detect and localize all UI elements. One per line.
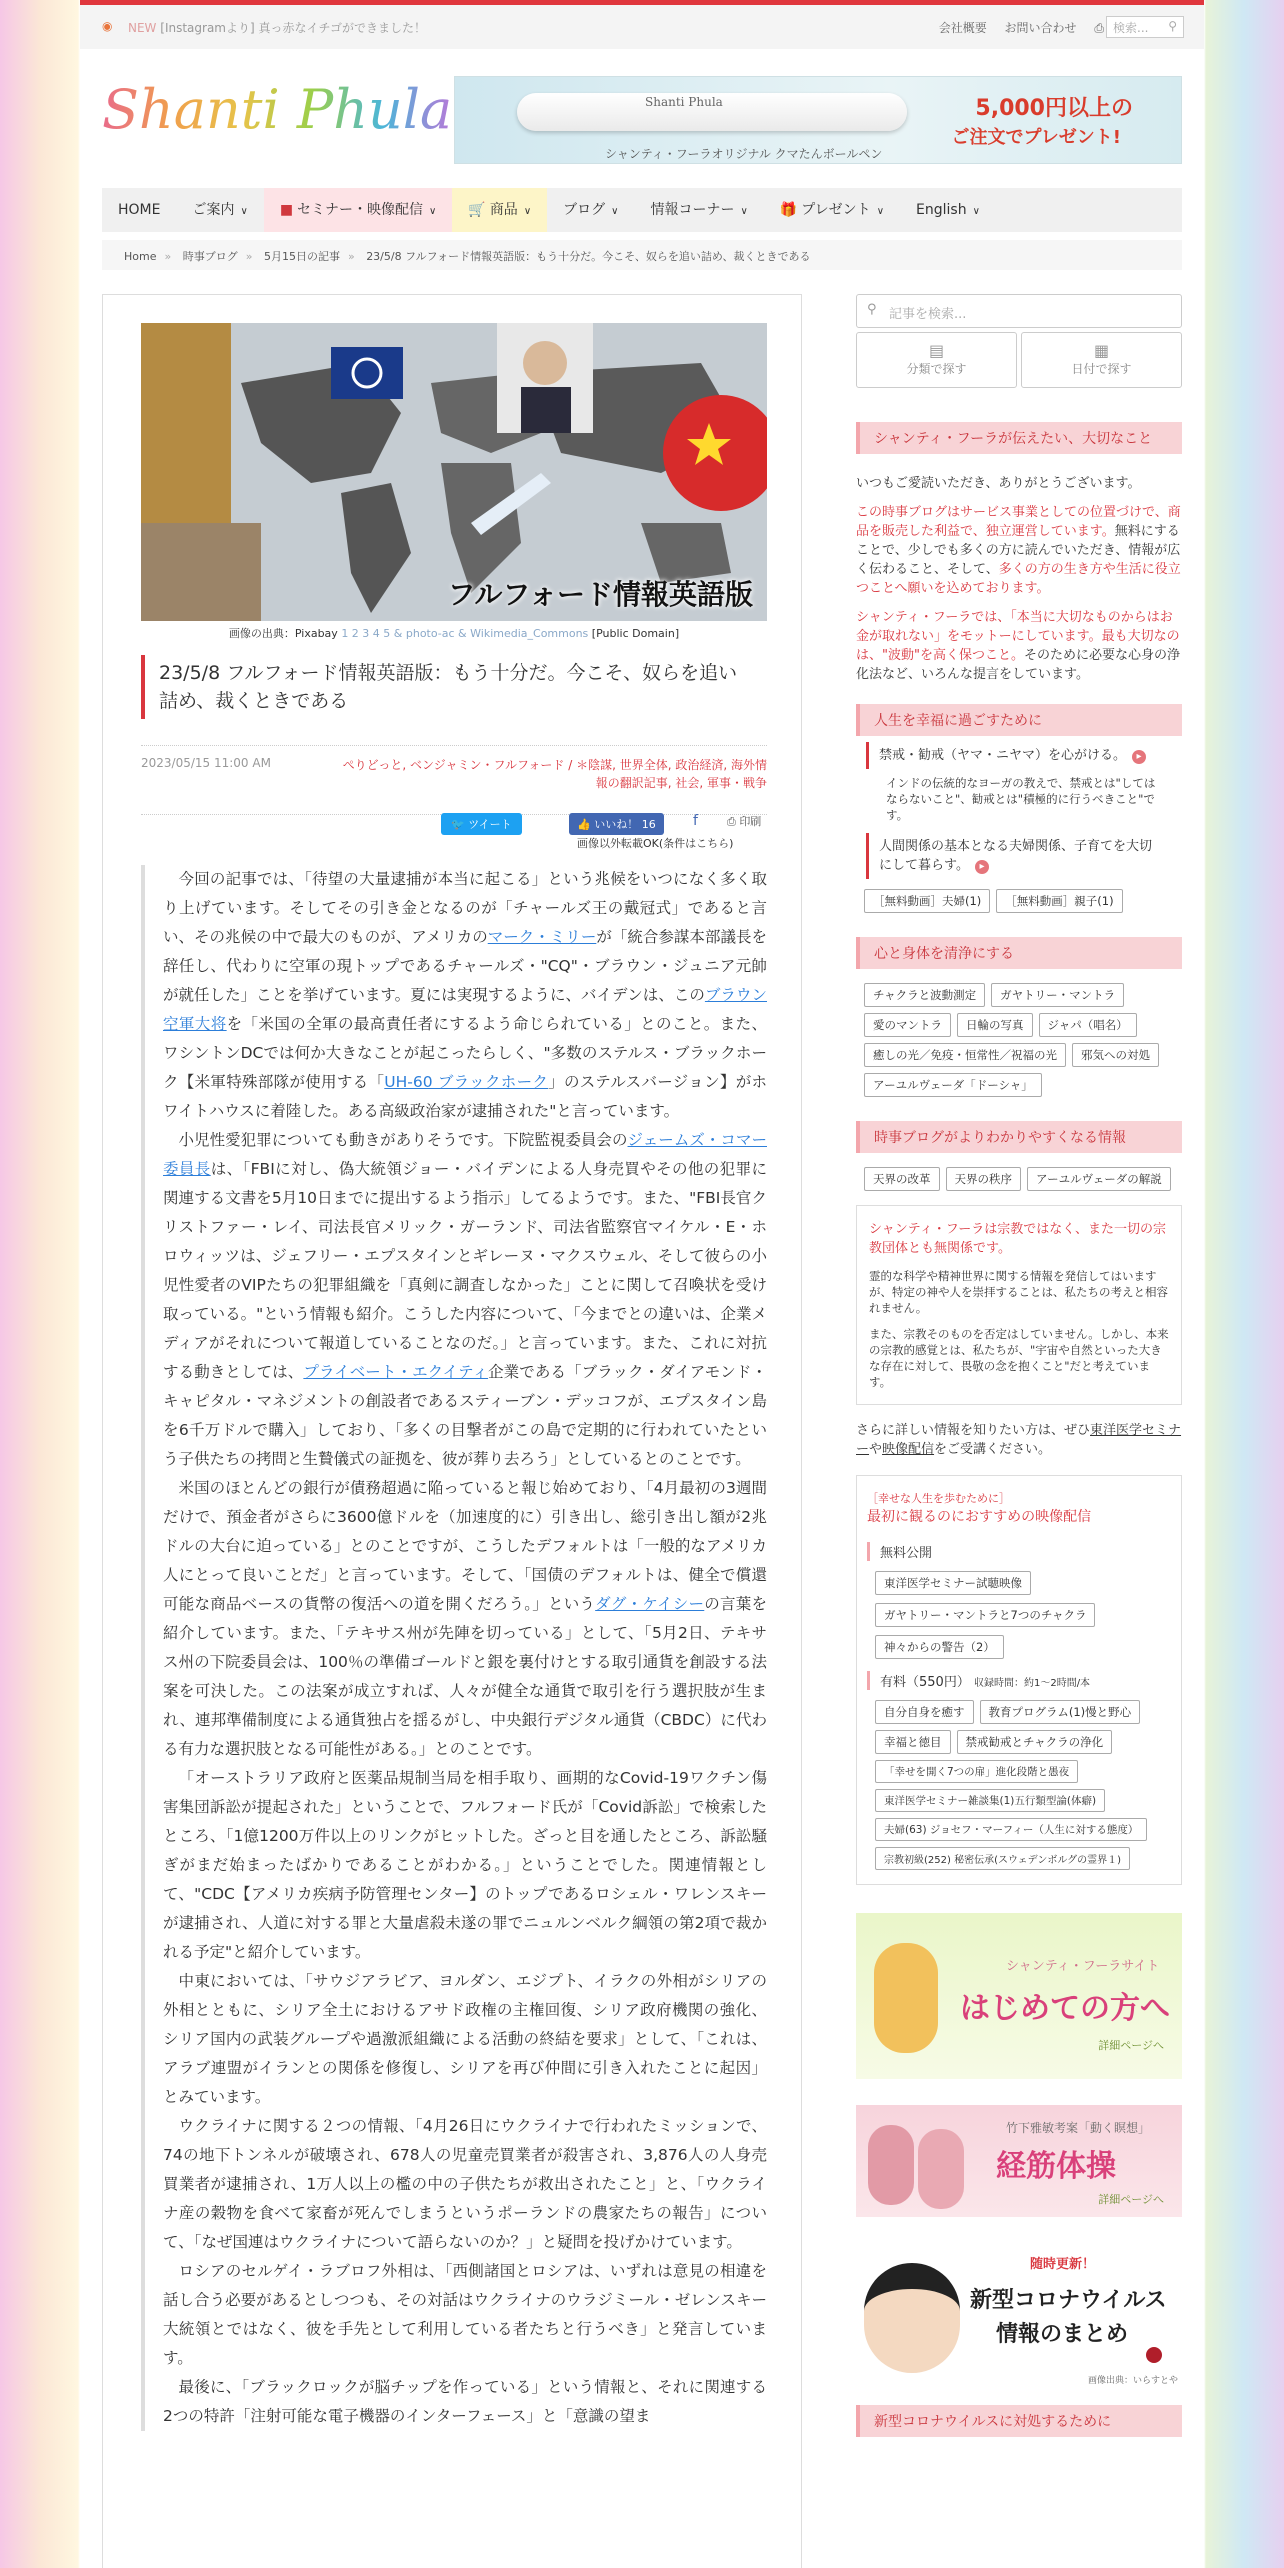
link-company[interactable]: 会社概要 bbox=[938, 21, 987, 35]
breadcrumb bbox=[102, 240, 1182, 270]
tag-chakra[interactable]: チャクラと波動測定 bbox=[864, 983, 985, 1007]
nav-home[interactable] bbox=[102, 188, 176, 232]
video-small-title: ［幸せな人生を歩むために］ bbox=[867, 1492, 1010, 1505]
intro-motto bbox=[856, 608, 1182, 684]
nav-products-label: 商品 bbox=[489, 202, 518, 218]
folder-icon: ▤ bbox=[928, 341, 945, 360]
article-link[interactable]: ジェームズ・コマー委員長 bbox=[163, 1131, 767, 1178]
rss-icon[interactable]: ◉ bbox=[102, 19, 113, 33]
paid-video-7[interactable]: 夫婦(63) ジョセフ・マーフィー（人生に対する態度） bbox=[875, 1818, 1147, 1841]
news-text[interactable]: [Instagramより] 真っ赤なイチゴができました！ bbox=[160, 21, 427, 35]
more-info-text bbox=[856, 1421, 1182, 1459]
hero-title: フルフォード情報英語版 bbox=[447, 578, 753, 611]
nav-seminar-label: セミナー・映像配信 bbox=[297, 202, 424, 218]
site-logo[interactable]: Shanti Phula bbox=[102, 78, 453, 141]
nav-guide[interactable] bbox=[176, 188, 263, 232]
chevron-down-icon: ∨ bbox=[240, 206, 248, 217]
more-info-b: や bbox=[869, 1442, 883, 1457]
ad2-title: 経筋体操 bbox=[996, 2149, 1116, 2184]
article-paragraph bbox=[163, 1967, 767, 2112]
nav-info[interactable] bbox=[634, 188, 763, 232]
paid-video-5[interactable]: 「幸せを開く7つの扉」進化段階と愚夜 bbox=[875, 1760, 1078, 1783]
page bbox=[80, 0, 1204, 2568]
share-bar bbox=[141, 803, 767, 853]
tag-evil-spirit[interactable]: 邪気への対処 bbox=[1072, 1043, 1159, 1067]
tags-purify bbox=[856, 983, 1182, 1097]
nav-blog[interactable] bbox=[547, 188, 634, 232]
paragraph-text: は、「FBIに対し、偽大統領ジョー・バイデンによる人身売買やその他の犯罪に関連する文書を5月10日までに提出するよう指示」してるようです。また、"FBI長官クリストファー・レイ、司法長官メリック・ガーランド、司法省監察官マイケル・E・ホロウィッツは、ジェフリー・エプスタインとギレーヌ・マクスウェル、そして彼らの小児性愛者のVIPたちの犯罪組織を「真剣に調査しなかった」ことに関して召喚状を受け取っている。"という情報も紹介。こうした内容について、「今までとの違いは、企業メディアがそれについて報道していることなのだ。」と言っています。また、これに対抗する動きとしては、 bbox=[163, 1160, 767, 1381]
nav-home-label: HOME bbox=[118, 202, 161, 218]
news-ticker[interactable] bbox=[128, 19, 426, 36]
banner-offer-line2: ご注文でプレゼント! bbox=[951, 127, 1121, 148]
virus-icon bbox=[1146, 2347, 1162, 2363]
header-banner[interactable] bbox=[454, 76, 1182, 164]
nav-products[interactable] bbox=[452, 188, 547, 232]
date-search-button[interactable] bbox=[1021, 332, 1182, 388]
sidebar-search-placeholder: 記事を検索... bbox=[889, 307, 967, 322]
rule-yama-label: 禁戒・勧戒（ヤマ・ニヤマ）を心がける。 bbox=[879, 748, 1127, 763]
nav-present[interactable] bbox=[764, 188, 900, 232]
crumb-separator: » bbox=[347, 250, 355, 263]
chevron-down-icon: ∨ bbox=[876, 206, 885, 217]
chevron-down-icon: ∨ bbox=[972, 206, 980, 217]
paragraph-text: ロシアのセルゲイ・ラブロフ外相は、「西側諸国とロシアは、いずれは意見の相違を話し合う必要があるとしつつも、その対話はウクライナのウラジミール・ゼレンスキー大統領とではなく、彼を手先として利用している者たちと行うべき」と発言しています。 bbox=[163, 2262, 767, 2367]
crumb-date[interactable]: 5月15日の記事 bbox=[263, 250, 340, 263]
print-icon: ⎙ bbox=[727, 815, 736, 828]
crumb-blog[interactable]: 時事ブログ bbox=[182, 250, 238, 263]
paid-label-row bbox=[867, 1671, 1171, 1690]
paid-note: 収録時間：約1〜2時間/本 bbox=[973, 1678, 1091, 1689]
arrow-right-icon: ▸ bbox=[975, 860, 989, 874]
tag-ayurveda[interactable]: アーユルヴェーダの解説 bbox=[1027, 1167, 1171, 1191]
crumb-separator: » bbox=[245, 250, 253, 263]
search-mode-buttons bbox=[856, 332, 1182, 388]
nav-blog-label: ブログ bbox=[563, 202, 606, 218]
ad3-credit: 画像出典：いらすとや bbox=[1087, 2376, 1178, 2386]
link-oriental-seminar[interactable]: 東洋医学セミナー bbox=[856, 1423, 1182, 1457]
chevron-down-icon: ∨ bbox=[429, 206, 437, 217]
ad-keikin[interactable] bbox=[856, 2105, 1182, 2217]
free-video-3[interactable]: 神々からの警告（2） bbox=[875, 1635, 1004, 1659]
tag-heaven-reform[interactable]: 天界の改革 bbox=[864, 1167, 940, 1191]
link-contact[interactable]: お問い合わせ bbox=[1004, 21, 1077, 35]
paragraph-text: を「米国の全軍の最高責任者にするよう命じられている」とのこと。また、ワシントンDCでは何か大きなことが起こったらしく、"多数のステルス・ブラックホーク【米軍特殊部隊が使用する「 bbox=[163, 1015, 767, 1091]
article-paragraph bbox=[163, 2373, 767, 2431]
paragraph-text: 企業である「ブラック・ダイアモンド・キャピタル・マネジメントの創設者であるスティーブン・デッコフが、エプスタイン島を6千万ドルで購入」しており、「多くの目撃者がこの島で定期的に行われていたという子供たちの拷問と生贄儀式の証拠を、彼が葬り去ろう」としているとのことです。 bbox=[163, 1363, 767, 1468]
intro-service-red2: 多くの方の生き方や生活に役立つことへ願いを込めております。 bbox=[856, 562, 1181, 596]
like-button[interactable] bbox=[569, 813, 664, 835]
ad-corona[interactable] bbox=[856, 2243, 1182, 2391]
article-paragraph bbox=[163, 1474, 767, 1764]
search-icon: ⚲ bbox=[867, 302, 877, 317]
religion-note-p2: また、宗教そのものを否定はしていません。しかし、本来の宗教的感覚とは、私たちが、"宇宙や自然といった大きな存在に対して、畏敬の念を抱くこと"だと考えています。 bbox=[869, 1327, 1169, 1389]
article-link[interactable]: ブラウン空軍大将 bbox=[163, 986, 767, 1033]
top-bar bbox=[80, 5, 1204, 49]
paragraph-text: 今回の記事では、「待望の大量逮捕が本当に起こる」という兆候をいつになく多く取り上げています。そしてその引き金となるのが「チャールズ王の戴冠式」であると言い、その兆候の中で最大のものが、アメリカの bbox=[163, 870, 767, 946]
link-video[interactable]: 映像配信 bbox=[882, 1442, 935, 1457]
top-search-input[interactable] bbox=[1106, 16, 1184, 38]
paragraph-text: 「オーストラリア政府と医薬品規制当局を相手取り、画期的なCovid-19ワクチン傷害集団訴訟が提起された」ということで、フルフォード氏が「Covid訴訟」で検索したところ、「1億1200万件以上のリンクがヒットした。ざっと目を通したところ、訴訟騒ぎがまだ始まったばかりであることがわかる。」ということでした。関連情報として、"CDC【アメリカ疾病予防管理センター】のトップであるロシェル・ワレンスキーが逮捕され、人道に対する罪と大量虐殺未遂の罪でニュルンベルク綱領の第2項で裁かれる予定"と紹介しています。 bbox=[163, 1769, 767, 1961]
intro-service-text: 無料にすることで、少しでも多くの方に読んでいただき、情報が広く伝わること、そして、 bbox=[856, 524, 1181, 577]
calendar-icon: ▦ bbox=[1093, 341, 1110, 360]
paragraph-text: ウクライナに関する２つの情報、「4月26日にウクライナで行われたミッションで、74の地下トンネルが破壊され、678人の児童売買業者が殺害され、3,876人の人身売買業者が逮捕され、1万人以上の檻の中の子供たちが救出されたこと」と、「ウクライナ産の穀物を食べて家畜が死んでしまうというポーランドの農家たちの報告」について、「なぜ国連はウクライナについて語らないのか？」と疑問を投げかけています。 bbox=[163, 2117, 767, 2251]
print-button[interactable] bbox=[727, 813, 761, 829]
bear-image bbox=[918, 2129, 964, 2209]
credit-links[interactable]: 1 2 3 4 5 bbox=[341, 627, 391, 640]
category-search-label: 分類で探す bbox=[906, 362, 967, 376]
category-search-button[interactable] bbox=[856, 332, 1017, 388]
pen-brand: Shanti Phula bbox=[645, 95, 723, 109]
tag-parent-video[interactable]: ［無料動画］親子(1) bbox=[996, 889, 1122, 913]
article-body bbox=[141, 865, 767, 2431]
article-categories[interactable]: ぺりどっと, ベンジャミン・フルフォード / ＊陰謀, 世界全体, 政治経済, 海外情報の翻訳記事, 社会, 軍事・戦争 bbox=[342, 758, 767, 790]
paid-video-tags bbox=[867, 1700, 1171, 1870]
ad1-title: はじめての方へ bbox=[960, 1991, 1170, 2026]
free-video-1[interactable]: 東洋医学セミナー試聴映像 bbox=[875, 1571, 1031, 1595]
credit-suffix: [Public Domain] bbox=[591, 627, 680, 640]
reprint-note[interactable]: 画像以外転載OK(条件はこちら) bbox=[577, 837, 734, 850]
news-label: NEW bbox=[128, 21, 157, 35]
section-head-happiness: 人生を幸福に過ごすために bbox=[856, 704, 1182, 736]
bear-image bbox=[874, 1943, 938, 2053]
ad3-title2: 情報のまとめ bbox=[996, 2322, 1129, 2347]
recommended-videos bbox=[856, 1475, 1182, 1885]
ad-first-visit[interactable] bbox=[856, 1913, 1182, 2079]
ad1-more: 詳細ページへ bbox=[1098, 2039, 1164, 2052]
tag-gayatri[interactable]: ガヤトリー・マントラ bbox=[991, 983, 1124, 1007]
tag-sun-photo[interactable]: 日輪の写真 bbox=[957, 1013, 1033, 1037]
crumb-home[interactable]: Home bbox=[124, 250, 157, 263]
nav-present-label: プレゼント bbox=[801, 202, 871, 218]
rule-yama-niyama[interactable] bbox=[866, 742, 1172, 769]
article-paragraph bbox=[163, 1126, 767, 1474]
crumb-current: 23/5/8 フルフォード情報英語版：もう十分だ。今こそ、奴らを追い詰め、裁くときである bbox=[366, 250, 811, 263]
top-links bbox=[925, 19, 1104, 36]
ad1-sub: シャンティ・フーラサイト bbox=[1006, 1959, 1160, 1974]
thumbs-up-icon: 👍 bbox=[577, 818, 591, 831]
paragraph-text: 」のステルスバージョン】がホワイトハウスに着陸した。ある高級政治家が逮捕された"と言っています。 bbox=[163, 1073, 767, 1120]
article-link[interactable]: ダグ・ケイシー bbox=[595, 1595, 705, 1613]
article-paragraph bbox=[163, 865, 767, 1126]
sidebar bbox=[856, 294, 1182, 2437]
tags-family bbox=[856, 889, 1182, 913]
ad3-badge: 随時更新！ bbox=[1030, 2257, 1096, 2272]
tag-couple-video[interactable]: ［無料動画］夫婦(1) bbox=[864, 889, 990, 913]
ad2-sub: 竹下雅敏考案「動く瞑想」 bbox=[1006, 2121, 1151, 2135]
article-link[interactable]: プライベート・エクイティ bbox=[303, 1363, 489, 1381]
intro-service-red: この時事ブログはサービス事業としての位置づけで、商品を販売した利益で、独立運営しています。 bbox=[856, 505, 1181, 539]
religion-note-red: シャンティ・フーラは宗教ではなく、また一切の宗教団体とも無関係です。 bbox=[869, 1222, 1167, 1256]
tag-love-mantra[interactable]: 愛のマントラ bbox=[864, 1013, 951, 1037]
banner-caption: シャンティ・フーラオリジナル クマたんボールペン bbox=[605, 147, 883, 161]
nav-english-label: English bbox=[916, 202, 967, 218]
cart-icon: 🛒 bbox=[468, 202, 486, 218]
more-info-a: さらに詳しい情報を知りたい方は、ぜひ bbox=[856, 1423, 1091, 1438]
more-info-c: をご受講ください。 bbox=[934, 1442, 1052, 1457]
paragraph-text: 米国のほとんどの銀行が債務超過に陥っていると報じ始めており、「4月最初の3週間だけで、預金者がさらに3600億ドルを（加速度的に）引き出し、総引き出し額が2兆ドルの大台に迫っている」とのことですが、こうしたデフォルトは「一般的なアメリカ人にとって良いことだ」と言っています。そして、「国债のデフォルトは、健全で償還可能な商品ベースの貨幣の復活への道を開くだろう。」という bbox=[163, 1479, 767, 1613]
credit-prefix: 画像の出典：Pixabay bbox=[228, 627, 338, 640]
free-video-tags bbox=[867, 1571, 1171, 1659]
sidebar-intro bbox=[856, 474, 1182, 684]
paragraph-text: 最後に、「ブラックロックが脳チップを作っている」という情報と、それに関連する2つの特許「注射可能な電子機器のインターフェース」と「意識の望ま bbox=[163, 2378, 767, 2425]
free-video-2[interactable]: ガヤトリー・マントラと7つのチャクラ bbox=[875, 1603, 1095, 1627]
article-paragraph bbox=[163, 2112, 767, 2257]
arrow-right-icon: ▸ bbox=[1132, 750, 1146, 764]
rule-family-label: 人間関係の基本となる夫婦関係、子育てを大切にして暮らす。 bbox=[879, 839, 1153, 873]
religion-note bbox=[856, 1205, 1182, 1405]
image-credit bbox=[141, 625, 767, 641]
top-search-placeholder: 検索... bbox=[1113, 21, 1149, 35]
print-label: 印刷 bbox=[739, 815, 762, 828]
rule-family[interactable] bbox=[866, 833, 1172, 879]
article-title: 23/5/8 フルフォード情報英語版：もう十分だ。今こそ、奴らを追い詰め、裁くときである bbox=[141, 655, 767, 719]
sidebar-search-input[interactable] bbox=[856, 294, 1182, 328]
tags-blog-info bbox=[856, 1167, 1182, 1191]
chevron-down-icon: ∨ bbox=[740, 206, 748, 217]
bear-image bbox=[868, 2125, 914, 2205]
paid-video-4[interactable]: 禁戒勧戒とチャクラの浄化 bbox=[957, 1730, 1113, 1754]
section-head-purify: 心と身体を清浄にする bbox=[856, 937, 1182, 969]
article-date: 2023/05/15 11:00 AM bbox=[141, 756, 271, 770]
article-link[interactable]: マーク・ミリー bbox=[487, 928, 597, 946]
rule-yama-sub: インドの伝統的なヨーガの教えで、禁戒とは"してはならないこと"、勧戒とは"積極的に行うべきこと"です。 bbox=[886, 776, 1156, 822]
twitter-icon: 🐦 bbox=[451, 818, 465, 831]
credit-sources[interactable]: & photo-ac & Wikimedia_Commons bbox=[393, 627, 589, 640]
tag-healing-light[interactable]: 癒しの光／免疫・恒常性／祝福の光 bbox=[864, 1043, 1066, 1067]
paid-video-8[interactable]: 宗教初級(252) 秘密伝承(スウェデンボルグの霊界１) bbox=[875, 1847, 1130, 1870]
nav-english[interactable] bbox=[900, 188, 996, 232]
intro-motto-text: そのために必要な心身の浄化法など、いろんな提言をしています。 bbox=[856, 648, 1180, 682]
section-head-blog-info: 時事ブログがよりわかりやすくなる情報 bbox=[856, 1121, 1182, 1153]
chevron-down-icon: ∨ bbox=[523, 206, 532, 217]
tweet-button[interactable] bbox=[441, 813, 522, 835]
banner-offer-line1: 5,000円以上の bbox=[975, 96, 1133, 121]
paragraph-text: の言葉を紹介しています。また、「テキサス州が先陣を切っている」として、「5月2日、テキサス州の下院委員会は、100％の準備ゴールドと銀を裏付けとする取引通貨を創設する法案を可決した。この法案が成立すれば、人々が健全な通貨で取引を行う選択肢が生まれ、連邦準備制度による通貨独占を揺るがし、中央銀行デジタル通貨（CBDC）に代わる有力な選択肢となる可能性がある。」とのことです。 bbox=[163, 1595, 767, 1758]
intro-motto-red: シャンティ・フーラでは、「本当に大切なものからはお金が取れない」をモットーにしています。最も大切なのは、"波動"を高く保つこと。 bbox=[856, 610, 1180, 663]
free-label: 無料公開 bbox=[867, 1542, 1171, 1561]
tweet-label: ツイート bbox=[468, 818, 512, 831]
date-search-label: 日付で探す bbox=[1071, 362, 1132, 376]
video-title: 最初に観るのにおすすめの映像配信 bbox=[867, 1509, 1092, 1525]
tag-dosha[interactable]: アーユルヴェーダ「ドーシャ」 bbox=[864, 1073, 1042, 1097]
crumb-separator: » bbox=[164, 250, 172, 263]
nav-info-label: 情報コーナー bbox=[650, 202, 735, 218]
intro-service bbox=[856, 503, 1182, 598]
paragraph-text: が「統合参謀本部議長を辞任し、代わりに空軍の現トップであるチャールズ・"CQ"・ブラウン・ジュニア元帥が就任した」ことを挙げています。夏には実現するように、バイデンは、この bbox=[163, 928, 767, 1004]
paid-video-6[interactable]: 東洋医学セミナー雑談集(1)五行類型論(体癖) bbox=[875, 1789, 1105, 1812]
search-icon[interactable]: ⚲ bbox=[1168, 19, 1177, 33]
print-icon[interactable]: ⎙ bbox=[1094, 21, 1104, 35]
religion-note-p1: 霊的な科学や精神世界に関する情報を発信してはいますが、特定の神や人を崇拝することは、私たちの考えと相容れません。 bbox=[869, 1269, 1168, 1315]
article bbox=[102, 294, 802, 2568]
ad2-more: 詳細ページへ bbox=[1098, 2193, 1164, 2206]
paid-video-1[interactable]: 自分自身を癒す bbox=[875, 1700, 974, 1724]
video-icon: ■ bbox=[279, 202, 294, 218]
tag-japa[interactable]: ジャパ（唱名） bbox=[1039, 1013, 1137, 1037]
paid-video-2[interactable]: 教育プログラム(1)慢と野心 bbox=[980, 1700, 1141, 1724]
facebook-icon[interactable]: f bbox=[693, 813, 698, 829]
section-head-corona: 新型コロナウイルスに対処するために bbox=[856, 2405, 1182, 2437]
ad3-title1: 新型コロナウイルス bbox=[970, 2288, 1167, 2313]
gift-icon: 🎁 bbox=[779, 202, 798, 218]
nav-guide-label: ご案内 bbox=[192, 202, 235, 218]
nav-seminar[interactable] bbox=[264, 188, 453, 232]
article-paragraph bbox=[163, 1764, 767, 1967]
hero-image bbox=[141, 323, 767, 621]
doctor-image bbox=[864, 2263, 960, 2373]
main-nav bbox=[102, 188, 1182, 232]
article-link[interactable]: UH-60 ブラックホーク bbox=[384, 1073, 549, 1091]
section-head-important: シャンティ・フーラが伝えたい、大切なこと bbox=[856, 422, 1182, 454]
paid-video-3[interactable]: 幸福と徳目 bbox=[875, 1730, 951, 1754]
article-paragraph bbox=[163, 2257, 767, 2373]
paragraph-text: 小児性愛犯罪についても動きがありそうです。下院監視委員会の bbox=[178, 1131, 628, 1149]
paid-label: 有料（550円） bbox=[880, 1675, 970, 1690]
intro-greeting: いつもご愛読いただき、ありがとうございます。 bbox=[856, 476, 1141, 491]
tag-heaven-order[interactable]: 天界の秩序 bbox=[946, 1167, 1022, 1191]
chevron-down-icon: ∨ bbox=[611, 206, 619, 217]
paragraph-text: 中東においては、「サウジアラビア、ヨルダン、エジプト、イラクの外相がシリアの外相とともに、シリア全土におけるアサド政権の主権回復、シリア政府機関の強化、シリア国内の武装グループや過激派組織による活動の終結を要求」として、「これは、アラブ連盟がイランとの関係を修復し、シリアを再び仲間に引き入れたことに起因」とみています。 bbox=[163, 1972, 767, 2106]
like-label: いいね！ 16 bbox=[594, 818, 656, 831]
